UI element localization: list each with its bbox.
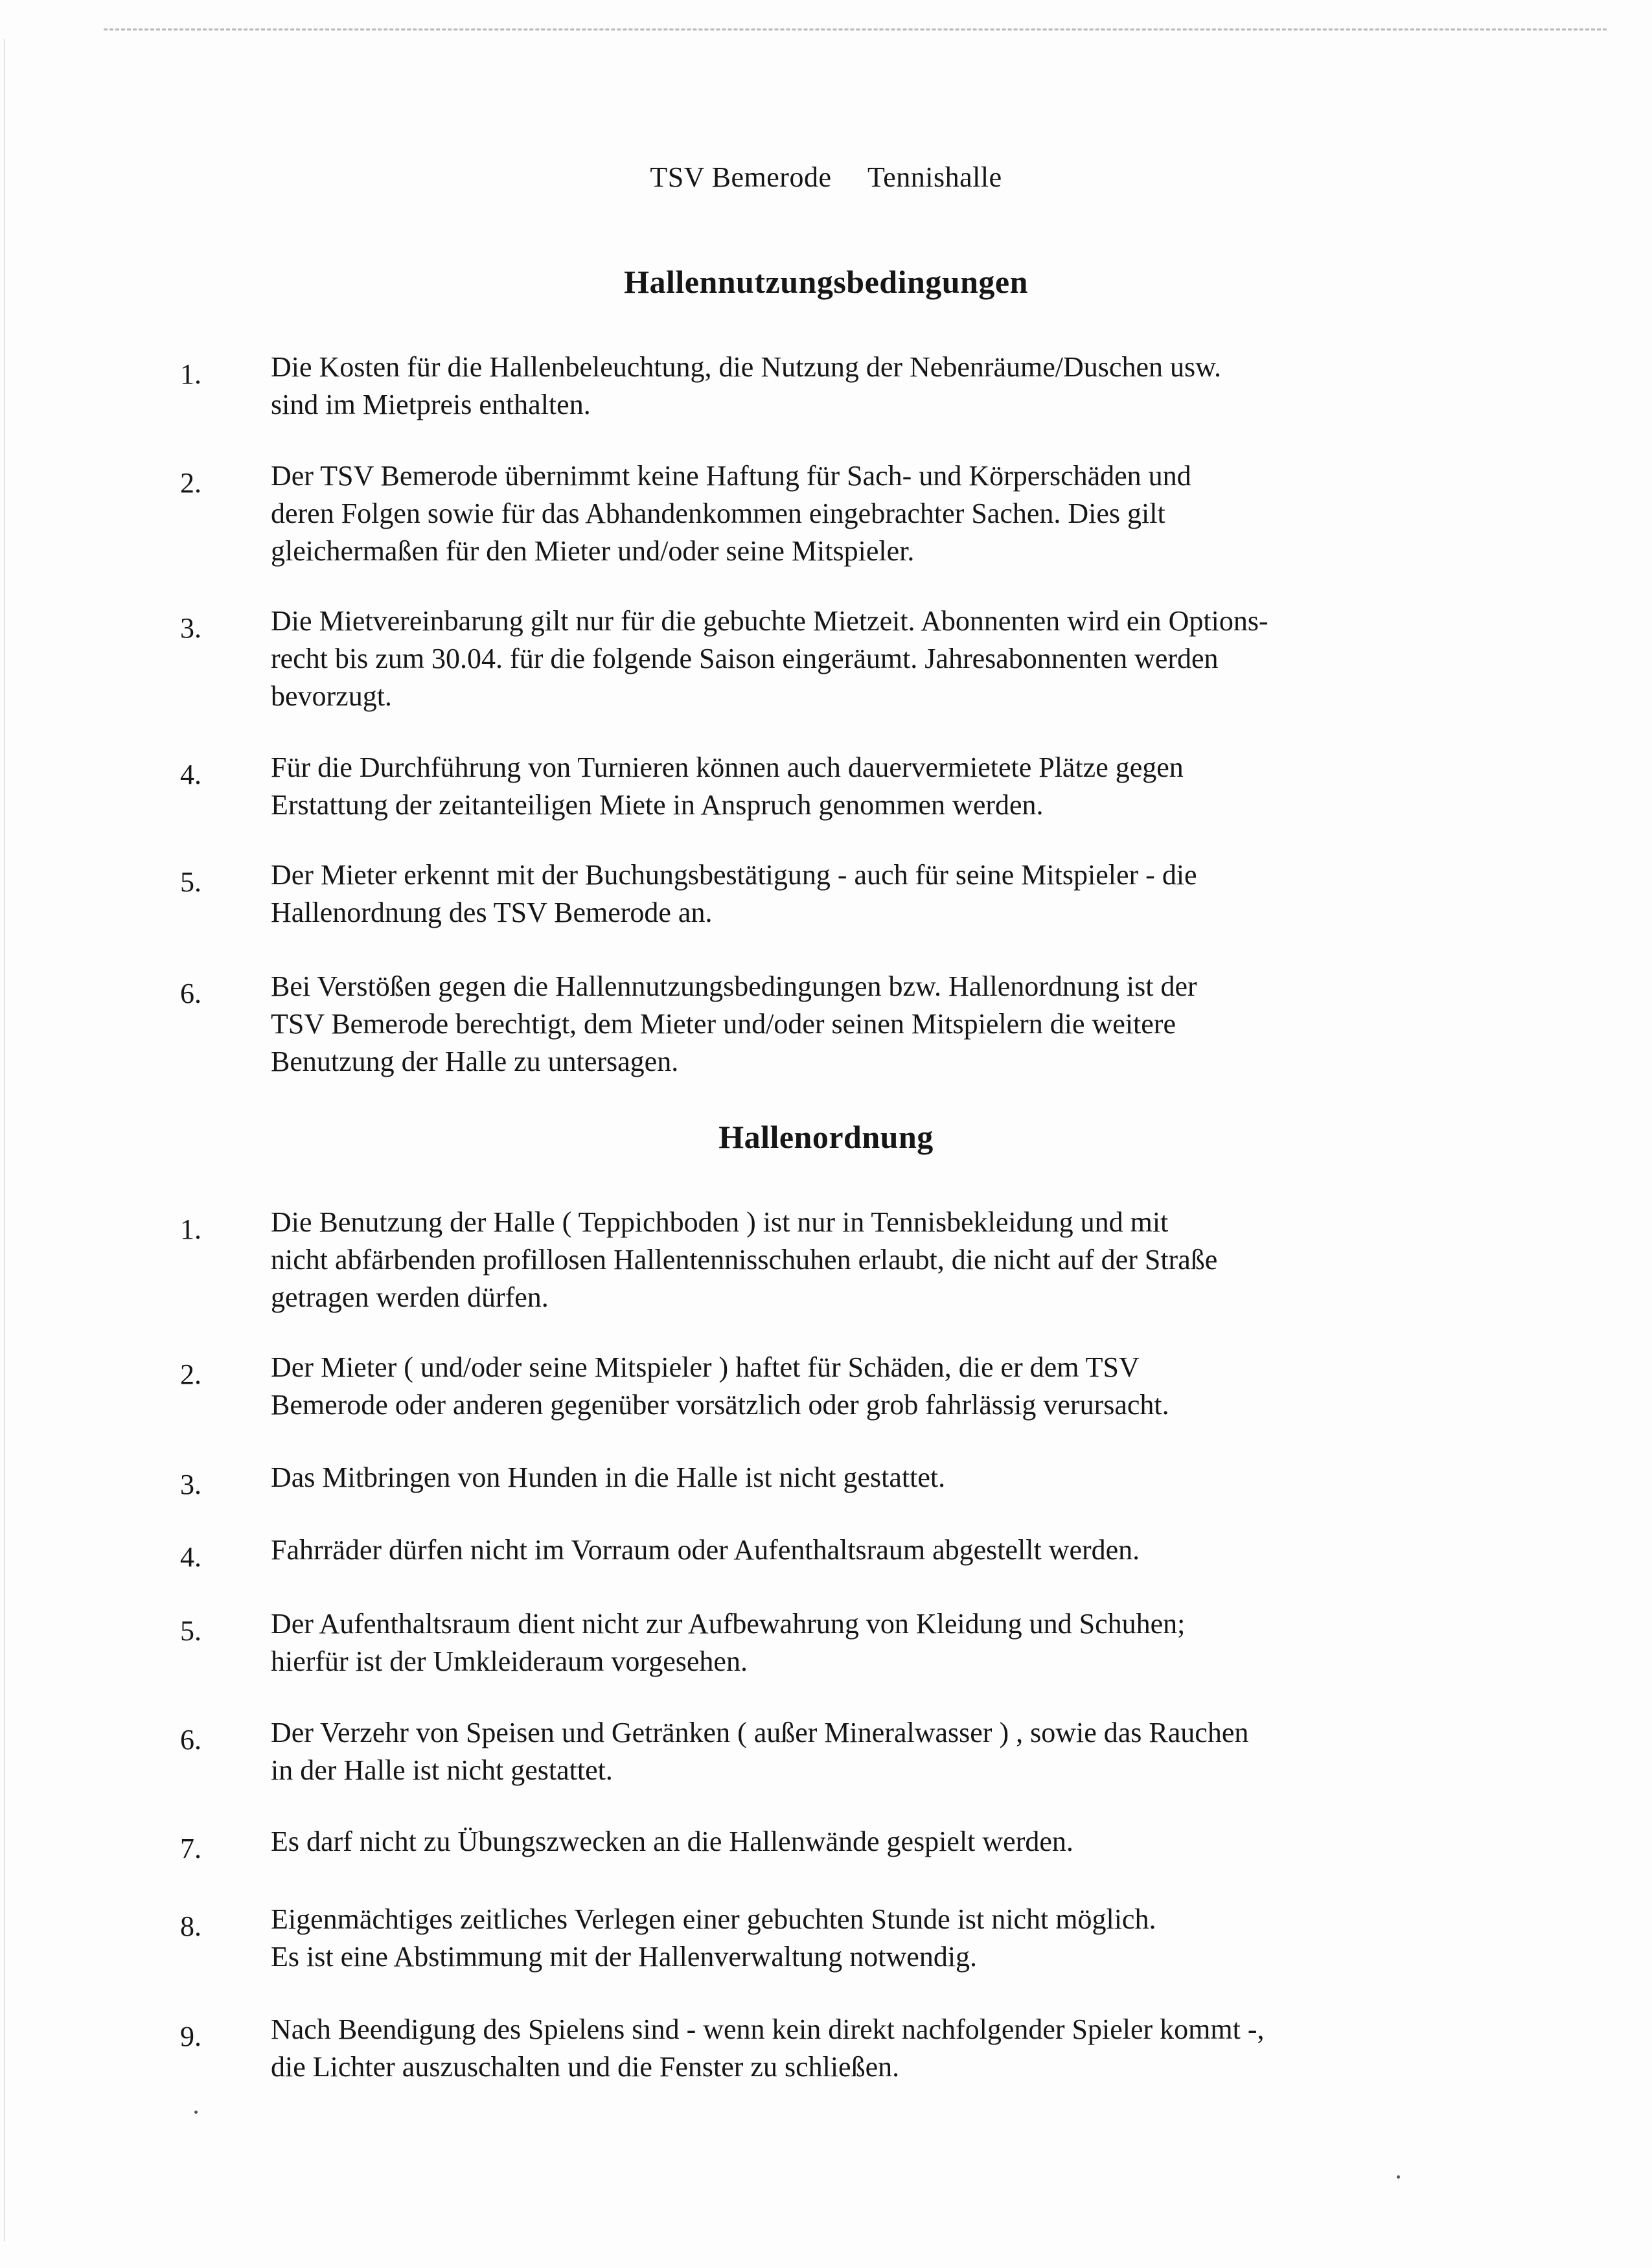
item-number: 7. (180, 1833, 201, 1864)
facility-name: Tennishalle (867, 161, 1002, 193)
scan-artifact-top (104, 29, 1607, 30)
item-number: 4. (180, 759, 201, 790)
text-line: nicht abfärbenden profillosen Hallentennisschuhen erlaubt, die nicht auf der Straße (271, 1244, 1218, 1276)
item-text (271, 1605, 1405, 1680)
item-number: 9. (180, 2021, 201, 2052)
section-title-hall-rules: Hallenordnung (718, 1119, 934, 1155)
item-text (271, 1349, 1405, 1424)
item-number: 2. (180, 1358, 201, 1390)
text-line: die Lichter auszuschalten und die Fenster zu schließen. (271, 2051, 900, 2083)
text-line: Hallenordnung des TSV Bemerode an. (271, 897, 713, 928)
text-line: sind im Mietpreis enthalten. (271, 389, 591, 420)
text-line: Die Kosten für die Hallenbeleuchtung, die Nutzung der Nebenräume/Duschen usw. (271, 351, 1222, 383)
text-line: Bei Verstößen gegen die Hallennutzungsbedingungen bzw. Hallenordnung ist der (271, 970, 1197, 1002)
text-line: Erstattung der zeitanteiligen Miete in Anspruch genommen werden. (271, 789, 1044, 821)
item-text (271, 602, 1405, 715)
item-text (271, 1714, 1405, 1789)
item-number: 3. (180, 1469, 201, 1500)
item-number: 5. (180, 1615, 201, 1647)
text-line: bevorzugt. (271, 680, 392, 712)
text-line: Es darf nicht zu Übungszwecken an die Hallenwände gespielt werden. (271, 1826, 1073, 1857)
text-line: TSV Bemerode berechtigt, dem Mieter und/oder seinen Mitspielern die weitere (271, 1008, 1176, 1040)
text-line: deren Folgen sowie für das Abhandenkommen eingebrachter Sachen. Dies gilt (271, 498, 1165, 529)
item-text (271, 1204, 1405, 1316)
item-text (271, 1459, 1405, 1496)
item-number: 3. (180, 612, 201, 644)
club-name: TSV Bemerode (650, 161, 832, 193)
scan-speck (1397, 2175, 1400, 2179)
text-line: gleichermaßen für den Mieter und/oder seine Mitspieler. (271, 535, 915, 567)
text-line: Der Mieter ( und/oder seine Mitspieler ) haftet für Schäden, die er dem TSV (271, 1351, 1140, 1383)
text-line: Der Aufenthaltsraum dient nicht zur Aufbewahrung von Kleidung und Schuhen; (271, 1608, 1186, 1640)
item-text (271, 349, 1405, 424)
text-line: Die Mietvereinbarung gilt nur für die gebuchte Mietzeit. Abonnenten wird ein Options- (271, 605, 1268, 637)
item-text (271, 1901, 1405, 1976)
item-text (271, 2011, 1405, 2086)
item-number: 2. (180, 467, 201, 499)
item-number: 1. (180, 1213, 201, 1245)
item-number: 4. (180, 1541, 201, 1573)
text-line: Der TSV Bemerode übernimmt keine Haftung für Sach- und Körperschäden und (271, 460, 1191, 492)
text-line: Das Mitbringen von Hunden in die Halle ist nicht gestattet. (271, 1461, 946, 1493)
item-text (271, 1823, 1405, 1861)
item-number: 6. (180, 1724, 201, 1756)
item-number: 6. (180, 978, 201, 1009)
item-text (271, 749, 1405, 824)
text-line: Die Benutzung der Halle ( Teppichboden ) ist nur in Tennisbekleidung und mit (271, 1206, 1169, 1238)
text-line: Es ist eine Abstimmung mit der Hallenverwaltung notwendig. (271, 1941, 978, 1973)
text-line: hierfür ist der Umkleideraum vorgesehen. (271, 1645, 748, 1677)
document-header (0, 161, 1652, 194)
section-title-usage-conditions: Hallennutzungsbedingungen (624, 264, 1028, 300)
item-text (271, 1531, 1405, 1569)
scan-speck (194, 2111, 198, 2114)
text-line: Benutzung der Halle zu untersagen. (271, 1046, 679, 1077)
text-line: getragen werden dürfen. (271, 1281, 549, 1313)
item-number: 5. (180, 866, 201, 898)
text-line: Eigenmächtiges zeitliches Verlegen einer gebuchten Stunde ist nicht möglich. (271, 1903, 1156, 1935)
text-line: in der Halle ist nicht gestattet. (271, 1754, 613, 1786)
text-line: Für die Durchführung von Turnieren können auch dauervermietete Plätze gegen (271, 751, 1184, 783)
text-line: Der Verzehr von Speisen und Getränken ( außer Mineralwasser ) , sowie das Rauchen (271, 1717, 1249, 1748)
item-number: 1. (180, 358, 201, 390)
text-line: Der Mieter erkennt mit der Buchungsbestätigung - auch für seine Mitspieler - die (271, 859, 1197, 891)
item-text (271, 856, 1405, 932)
text-line: recht bis zum 30.04. für die folgende Saison eingeräumt. Jahresabonnenten werden (271, 643, 1219, 674)
item-number: 8. (180, 1910, 201, 1942)
item-text (271, 968, 1405, 1081)
text-line: Fahrräder dürfen nicht im Vorraum oder Aufenthaltsraum abgestellt werden. (271, 1534, 1140, 1566)
text-line: Bemerode oder anderen gegenüber vorsätzlich oder grob fahrlässig verursacht. (271, 1389, 1169, 1421)
text-line: Nach Beendigung des Spielens sind - wenn kein direkt nachfolgender Spieler kommt -, (271, 2013, 1265, 2045)
item-text (271, 457, 1405, 570)
